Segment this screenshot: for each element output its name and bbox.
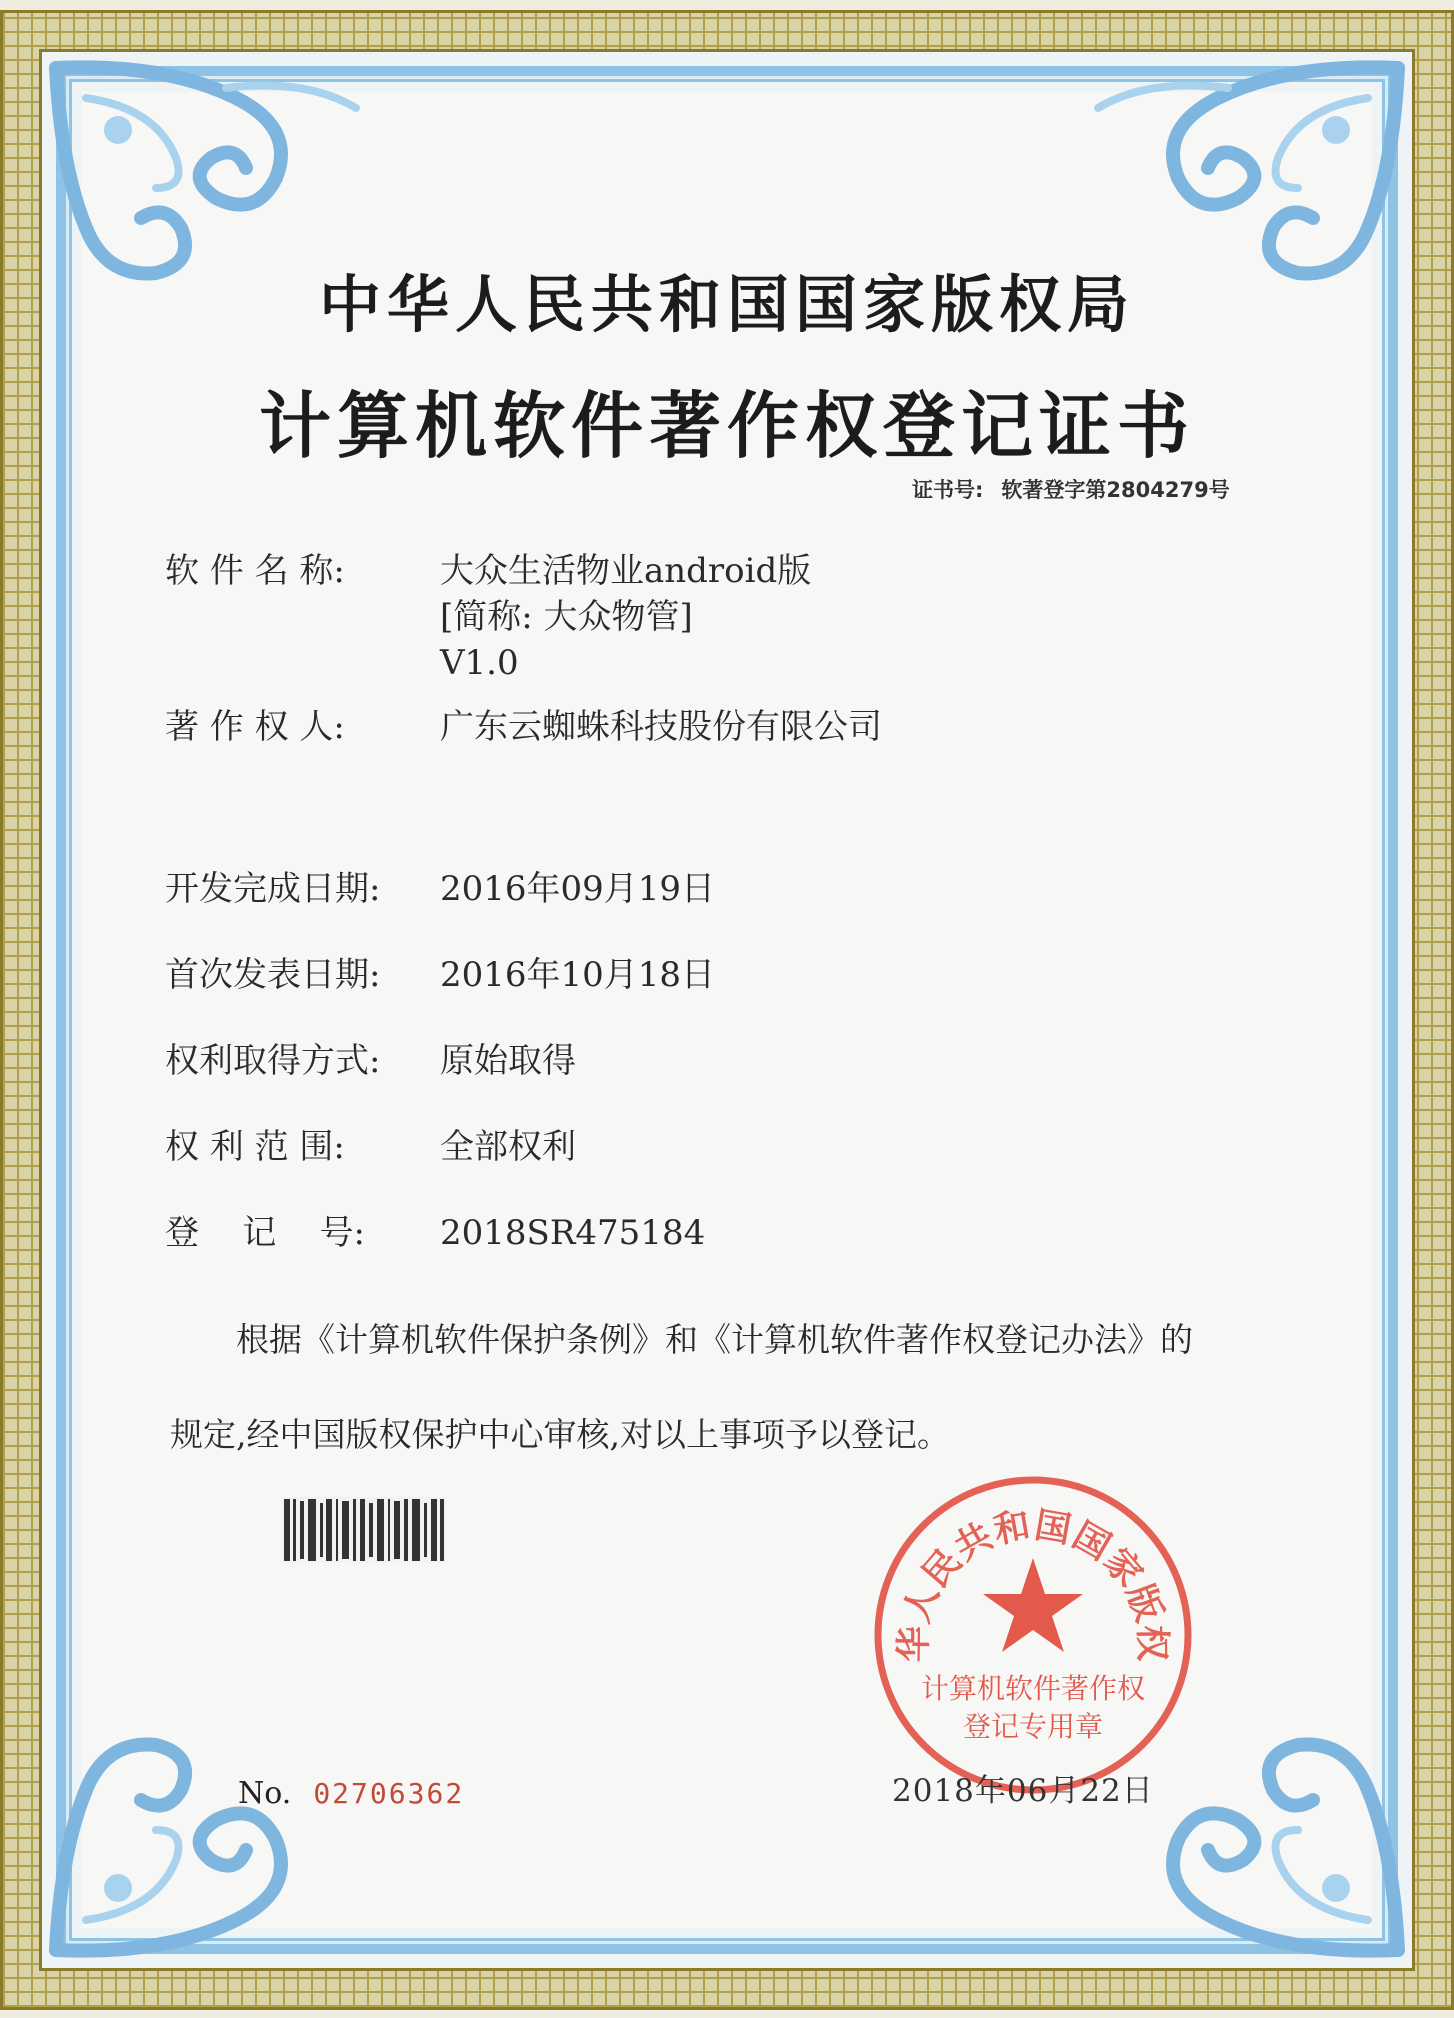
certificate-number [912,474,1230,504]
field-label: 权利取得方式: [165,1041,381,1081]
field-label: 权 利 范 围: [165,1127,345,1167]
field-registration-number [165,1210,705,1256]
issuer-title: 中华人民共和国国家版权局 [318,268,1135,341]
barcode-icon [282,1497,446,1563]
seal-outer-text: 华人民共和国国家版权 [893,1504,1173,1663]
field-software-name [165,548,811,686]
field-first-publication-date [165,952,715,998]
certificate-number-value: 软著登字第2804279号 [1001,478,1230,502]
certificate-number-label: 证书号: [912,478,984,502]
official-seal-icon [868,1470,1198,1800]
field-label: 登 记 号: [165,1213,365,1253]
corner-ornament-icon [46,1710,376,1960]
seal-inner-line1: 计算机软件著作权 [920,1672,1146,1705]
statement-paragraph [170,1292,1310,1482]
serial-number [238,1776,464,1811]
certificate-title: 计算机软件著作权登记证书 [258,384,1195,468]
field-value: 2016年09月19日 [440,869,716,909]
field-label: 首次发表日期: [165,955,381,995]
serial-value: 02706362 [313,1777,465,1810]
field-label: 软 件 名 称: [165,551,345,591]
field-label: 开发完成日期: [165,869,381,909]
field-value: 全部权利 [440,1127,576,1167]
software-name-line: 大众生活物业android版 [440,551,812,591]
statement-line: 规定,经中国版权保护中心审核,对以上事项予以登记。 [170,1415,950,1454]
field-label: 著 作 权 人: [165,707,345,747]
software-name-line: V1.0 [440,643,519,683]
issue-date: 2018年06月22日 [892,1773,1154,1809]
software-name-line: [简称: 大众物管] [440,597,693,637]
statement-line: 根据《计算机软件保护条例》和《计算机软件著作权登记办法》的 [236,1320,1193,1359]
field-copyright-owner [165,704,882,750]
field-value: 2018SR475184 [440,1213,706,1253]
field-value: 2016年10月18日 [440,955,716,995]
field-acquisition-method [165,1038,576,1084]
field-rights-scope [165,1124,576,1170]
seal-inner-line2: 登记专用章 [962,1710,1104,1743]
field-value: 原始取得 [440,1041,576,1081]
serial-label: No. [238,1776,292,1811]
field-dev-completion-date [165,866,715,912]
field-value: 广东云蜘蛛科技股份有限公司 [440,707,882,747]
